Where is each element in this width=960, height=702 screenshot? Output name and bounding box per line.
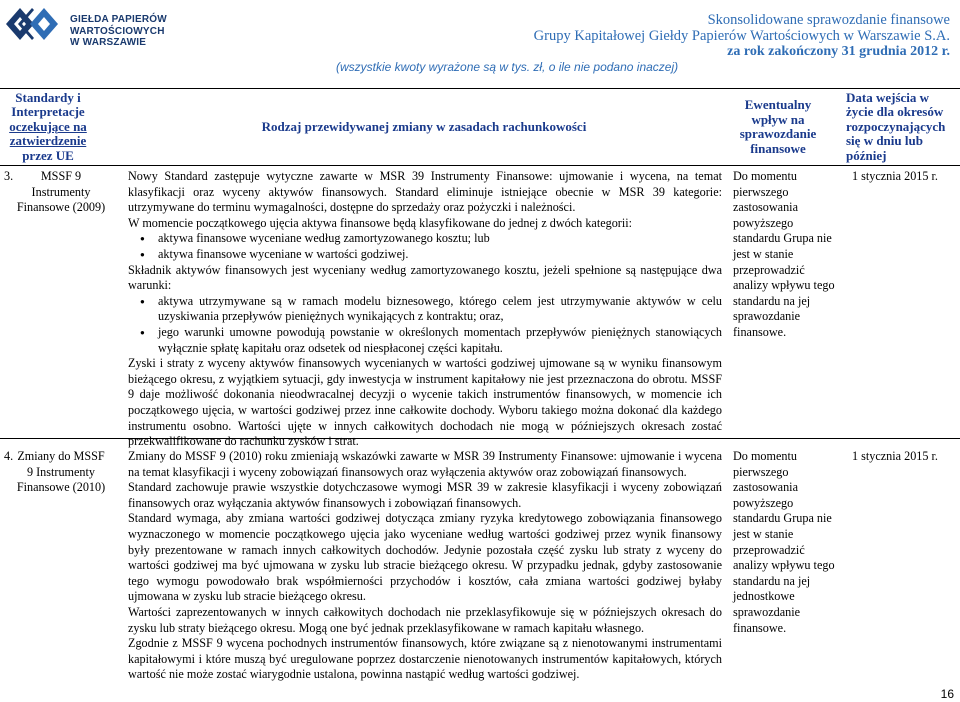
row-3-description <box>128 169 722 450</box>
row-3-list-1 <box>128 231 722 262</box>
row-3-para-3: Składnik aktywów finansowych jest wyceniany według zamortyzowanego kosztu, jeżeli spełnione są następujące dwa warunki: <box>128 262 722 293</box>
row-4-standard-line-3: Finansowe (2010) <box>16 480 106 495</box>
logo-text <box>70 14 167 49</box>
row-4-date: 1 stycznia 2015 r. <box>852 449 938 463</box>
logo-line-2: WARTOŚCIOWYCH <box>70 25 165 37</box>
list-item: ● aktywa finansowe wyceniane według zamortyzowanego kosztu; lub <box>128 231 722 247</box>
header-impact-line-4: finansowe <box>750 140 806 156</box>
table-header <box>0 88 960 166</box>
logo-line-1: GIEŁDA PAPIERÓW <box>70 14 167 25</box>
header-standards-line-5: przez UE <box>22 147 74 163</box>
header-impact <box>728 89 828 165</box>
row-4-standard-line-2: 9 Instrumenty <box>26 464 96 479</box>
row-3-para-4: Zyski i straty z wyceny aktywów finansowych wycenianych w wartości godziwej ujmowane są w wyniku finansowym bieżącego okresu, z wyjątkiem sytuacji, gdy inwestycja w instrument kapitałowy nie jest przeznaczona do obrotu. MSSF 9 daje możliwość dokonania nieodwracalnej decyzji o wycenie takich instrumentów finansowych, w momencie ich początkowego ujęcia, w wartości godziwej przez inne całkowite dochody. Wyboru takiego można dokonać dla każdego instrumentu osobno. Wartości ujęte w innych całkowitych dochodach nie mogą w późniejszych okresach zostać przekwalifikowane do rachunku zysków i strat. <box>128 356 722 449</box>
header-impact-line-3: sprawozdanie <box>739 126 817 141</box>
header-standards-line-3: oczekujące na <box>9 118 87 134</box>
row-3-list-2 <box>128 294 722 356</box>
row-divider <box>0 438 960 439</box>
row-4-para-1: Zmiany do MSSF 9 (2010) roku zmieniają wskazówki zawarte w MSR 39 Instrumenty Finansowe: ujmowanie i wycena na temat klasyfikacji i wyceny zobowiązań finansowych oraz wyłączenia aktywów oraz zobowiązań finansowych. <box>128 449 722 479</box>
header-date-line-2: życie dla okresów <box>846 104 944 120</box>
amounts-note: (wszystkie kwoty wyrażone są w tys. zł, o ile nie podano inaczej) <box>336 60 679 74</box>
row-3-standard-line-3: Finansowe (2009) <box>16 200 106 215</box>
row-4-para-5: Zgodnie z MSSF 9 wycena pochodnych instrumentów finansowych, które związane są z nienotowanymi instrumentami kapitałowymi i które muszą być uregulowane poprzez dostarczenie nienotowanych instrumentów kapitałowych, których wartość nie może zostać wiarygodnie ustalona, powinna nastąpić według wartości godziwej. <box>128 636 722 682</box>
header-standards-line-4: zatwierdzenie <box>9 133 87 149</box>
header-impact-line-1: Ewentualny <box>744 97 812 112</box>
header-effective-date <box>846 89 956 165</box>
row-4-para-3: Standard wymaga, aby zmiana wartości godziwej dotycząca zmiany ryzyka kredytowego zobowiązania finansowego wyznaczonego w momencie początkowego ujęcia jako wyceniane według wartości godziwej przez wynik finansowy były prezentowane w ramach innych całkowitych dochodów. Jedynie pozostała część zysku lub straty z wyceny do wartości godziwej ma być ujmowana w zysku lub stracie bieżącego okresu. W przypadku jednak, gdyby zastosowanie tego wymogu powodowało brak współmierności przychodów i kosztów, cała zmiana wartości godziwej byłaby ujmowana w zysku lub stracie bieżącego okresu. <box>128 511 722 604</box>
report-title <box>534 12 950 60</box>
page-number: 16 <box>940 687 954 701</box>
header-date-line-4: się w dniu lub <box>846 133 923 149</box>
header-change-type: Rodzaj przewidywanej zmiany w zasadach rachunkowości <box>261 118 587 134</box>
row-4-impact: Do momentu pierwszego zastosowania powyższego standardu Grupa nie jest w stanie przeprowadzić analizy wpływu tego standardu na jej jednostkowe sprawozdanie finansowe. <box>733 449 835 635</box>
row-4-standard <box>4 449 114 496</box>
list-item: ● jego warunki umowne powodują powstanie w określonych momentach przepływów pieniężnych stanowiących wyłącznie spłatę kapitału oraz odsetek od niespłaconej części kapitału. <box>128 325 722 356</box>
list-item: ● aktywa utrzymywane są w ramach modelu biznesowego, którego celem jest utrzymywanie aktywów w celu uzyskiwania przepływów pieniężnych wynikających z kontraktu; oraz, <box>128 294 722 325</box>
report-title-line-1: Skonsolidowane sprawozdanie finansowe <box>707 12 950 28</box>
logo-line-3: W WARSZAWIE <box>70 37 147 48</box>
header-standards-line-2: Interpretacje <box>11 104 85 120</box>
header-date-line-5: później <box>846 147 887 163</box>
row-4-standard-line-1: Zmiany do MSSF <box>17 449 105 463</box>
report-title-line-3: za rok zakończony 31 grudnia 2012 r. <box>727 44 950 59</box>
row-3-date: 1 stycznia 2015 r. <box>852 169 938 183</box>
gpw-logo-icon <box>4 4 64 44</box>
row-4-number: 4. <box>4 449 14 463</box>
report-title-line-2: Grupy Kapitałowej Giełdy Papierów Wartościowych w Warszawie S.A. <box>533 28 950 44</box>
row-3-standard <box>4 169 114 216</box>
header-standards <box>0 89 96 165</box>
row-4-para-2: Standard zachowuje prawie wszystkie dotychczasowe wymogi MSR 39 w zakresie klasyfikacji i wyceny zobowiązań finansowych oraz wyłączania aktywów finansowych i zobowiązań finansowych. <box>128 480 722 510</box>
row-3-para-2: W momencie początkowego ujęcia aktywa finansowe będą klasyfikowane do jednej z dwóch kategorii: <box>128 215 633 230</box>
header-standards-line-1: Standardy i <box>15 89 81 105</box>
row-3-number: 3. <box>4 169 14 183</box>
header-date-line-3: rozpoczynających <box>846 118 946 134</box>
header-impact-line-2: wpływ na <box>751 111 805 127</box>
row-4-description <box>128 449 722 683</box>
header-date-line-1: Data wejścia w <box>846 89 930 105</box>
row-3-para-1: Nowy Standard zastępuje wytyczne zawarte w MSR 39 Instrumenty Finansowe: ujmowanie i wycena, na temat klasyfikacji oraz wyceny aktywów finansowych. Standard eliminuje istniejące obecnie w MSR 39 kategorie: utrzymywane do terminu wymagalności, dostępne do sprzedaży oraz pożyczki i należności. <box>128 169 722 215</box>
row-4-para-4: Wartości zaprezentowanych w innych całkowitych dochodach nie przeklasyfikowuje się w późniejszych okresach do zysku lub straty bieżącego okresu. Mogą one być jednak przeklasyfikowane w ramach kapitału własnego. <box>128 604 722 635</box>
list-item: ● aktywa finansowe wyceniane w wartości godziwej. <box>128 247 722 263</box>
row-3-standard-line-2: Instrumenty <box>31 184 91 199</box>
row-3-impact: Do momentu pierwszego zastosowania powyższego standardu Grupa nie jest w stanie przeprowadzić analizy wpływu tego standardu na jej sprawozdanie finansowe. <box>733 169 835 339</box>
gpw-logo <box>4 4 204 48</box>
row-3-standard-line-1: MSSF 9 <box>40 169 82 183</box>
